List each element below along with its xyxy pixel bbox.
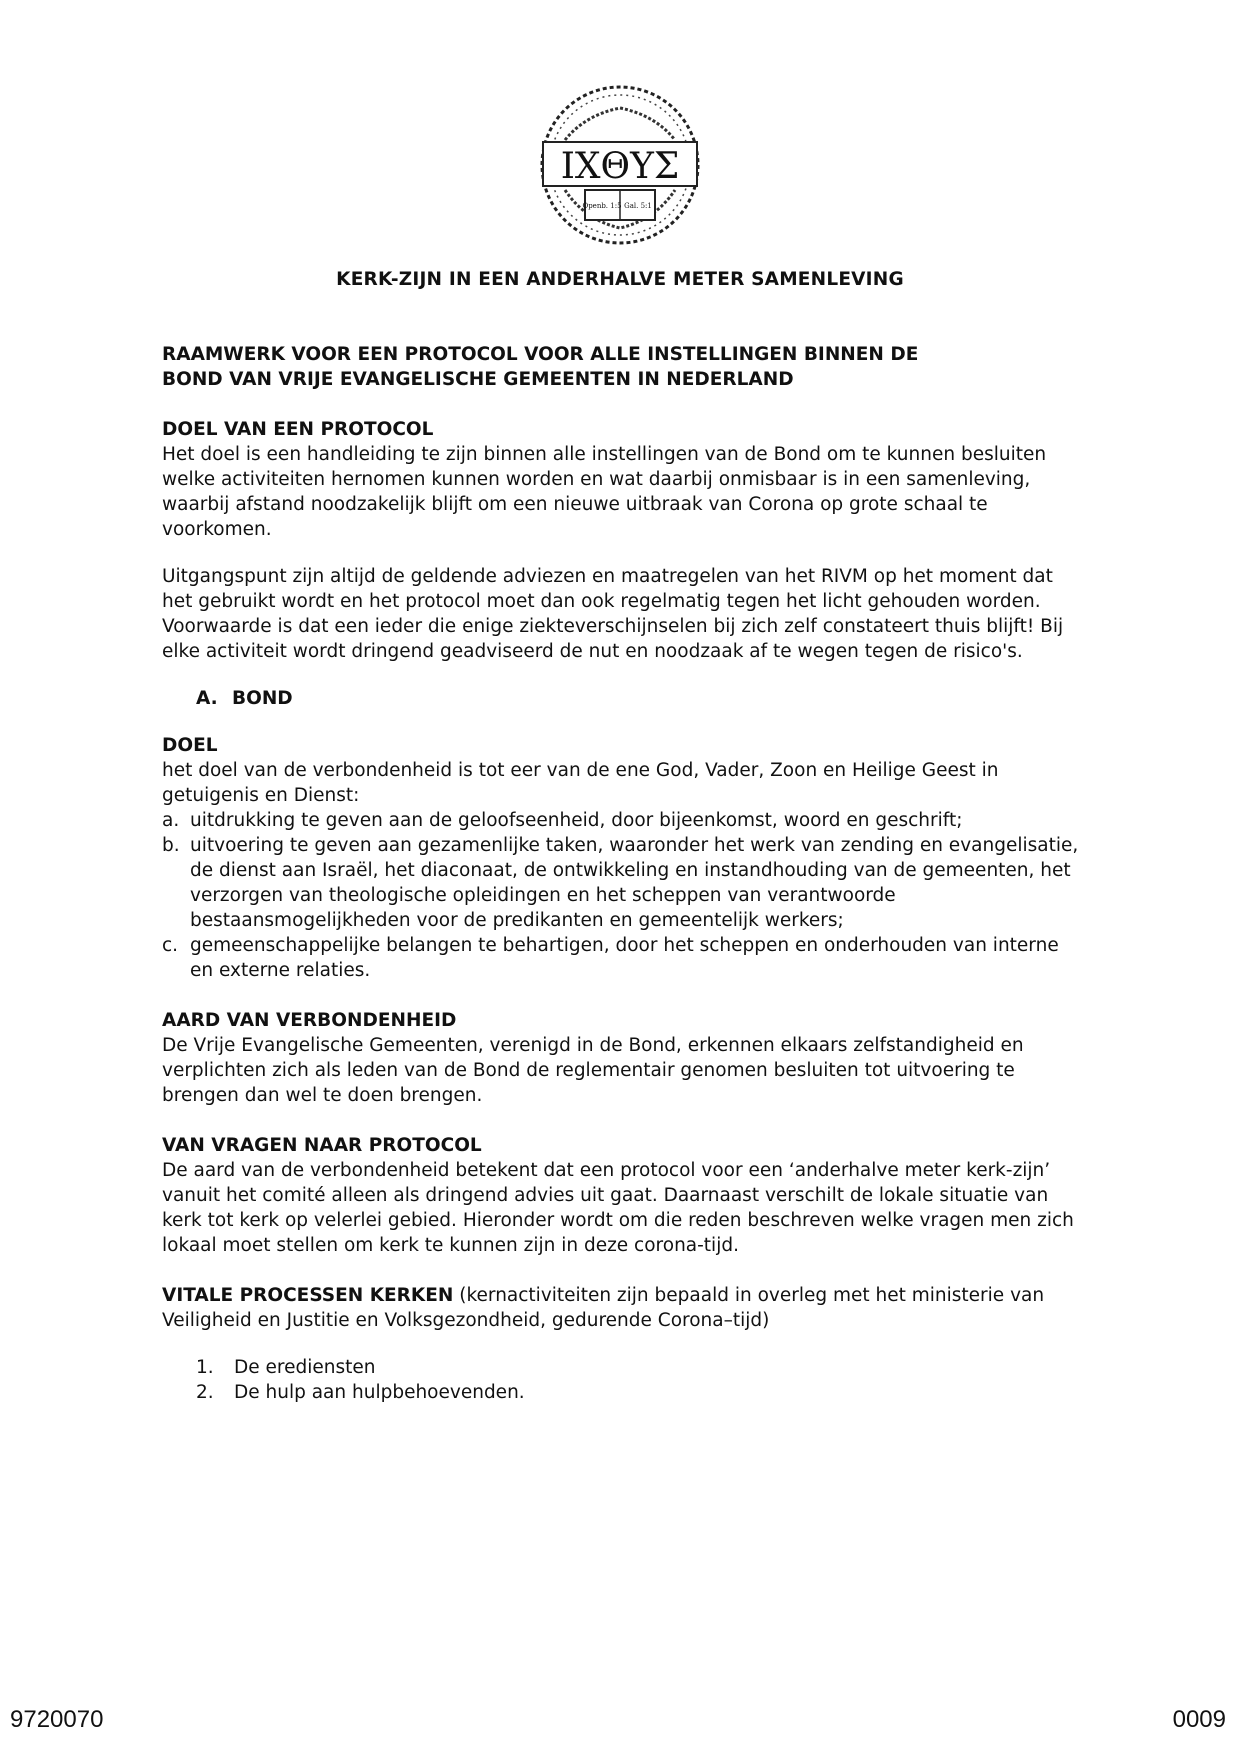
aard-text: De Vrije Evangelische Gemeenten, verenigd in de Bond, erkennen elkaars zelfstandigheid en verplichten zich als leden van de Bond de reglementair genomen besluiten tot uitvoering te brengen dan wel te doen brengen. bbox=[162, 1035, 1024, 1106]
doel-intro: het doel van de verbondenheid is tot eer van de ene God, Vader, Zoon en Heilige Geest in getuigenis en Dienst: bbox=[162, 760, 999, 806]
framework-heading-line1: RAAMWERK VOOR EEN PROTOCOL VOOR ALLE INSTELLINGEN BINNEN DE bbox=[162, 344, 919, 365]
section-a-label: BOND bbox=[232, 688, 293, 709]
doel-list bbox=[162, 808, 1082, 983]
list-item-text: uitvoering te geven aan gezamenlijke taken, waaronder het werk van zending en evangelisatie, de dienst aan Israël, het diaconaat, de ontwikkeling en instandhouding van de gemeenten, het verzorgen van theologische opleidingen en het scheppen van verantwoorde bestaansmogelijkheden voor de predikanten en gemeentelijk werkers; bbox=[190, 835, 1079, 931]
ichthys-logo bbox=[535, 80, 705, 250]
logo-text: ΙΧΘΥΣ bbox=[560, 146, 680, 187]
list-marker: b. bbox=[162, 835, 180, 856]
list-marker: a. bbox=[162, 810, 180, 831]
list-item bbox=[162, 933, 1082, 983]
list-item bbox=[162, 808, 1082, 833]
framework-heading-line2: BOND VAN VRIJE EVANGELISCHE GEMEENTEN IN NEDERLAND bbox=[162, 369, 794, 390]
vitale-list bbox=[162, 1355, 1082, 1405]
list-item-text: De hulp aan hulpbehoevenden. bbox=[234, 1382, 525, 1403]
aard-heading: AARD VAN VERBONDENHEID bbox=[162, 1010, 457, 1031]
list-item-text: uitdrukking te geven aan de geloofseenheid, door bijeenkomst, woord en geschrift; bbox=[190, 810, 963, 831]
list-item-text: gemeenschappelijke belangen te behartigen, door het scheppen en onderhouden van interne en externe relaties. bbox=[190, 935, 1059, 981]
vragen-text: De aard van de verbondenheid betekent dat een protocol voor een ‘anderhalve meter kerk-zijn’ vanuit het comité alleen als dringend advies uit gaat. Daarnaast verschilt de lokale situatie van kerk tot kerk op velerlei gebied. Hieronder wordt om die reden beschreven welke vragen men zich lokaal moet stellen om kerk te kunnen zijn in deze corona-tijd. bbox=[162, 1160, 1074, 1256]
doel-protocol-paragraph-2: Uitgangspunt zijn altijd de geldende adviezen en maatregelen van het RIVM op het moment dat het gebruikt wordt en het protocol moet dan ook regelmatig tegen het licht gehouden worden. Voorwaarde is dat een ieder die enige ziekteverschijnselen bij zich zelf constateert thuis blijft! Bij elke activiteit wordt dringend geadviseerd de nut en noodzaak af te wegen tegen de risico's. bbox=[162, 566, 1064, 662]
doel-protocol-paragraph-1: Het doel is een handleiding te zijn binnen alle instellingen van de Bond om te kunnen besluiten welke activiteiten hernomen kunnen worden en wat daarbij onmisbaar is in een samenleving, waarbij afstand noodzakelijk blijft om een nieuwe uitbraak van Corona op grote schaal te voorkomen. bbox=[162, 444, 1047, 540]
list-item bbox=[196, 1380, 1082, 1405]
vitale-heading: VITALE PROCESSEN KERKEN bbox=[162, 1285, 454, 1306]
footer-document-number: 9720070 bbox=[10, 1706, 104, 1733]
list-marker: 1. bbox=[196, 1357, 214, 1378]
vragen-heading: VAN VRAGEN NAAR PROTOCOL bbox=[162, 1135, 482, 1156]
section-a-heading bbox=[162, 686, 1082, 711]
vitale-paragraph bbox=[162, 1283, 1082, 1333]
document-body bbox=[162, 342, 1082, 1405]
vitale-note: (kernactiviteiten zijn bepaald in overleg met het ministerie van Veiligheid en Justitie en Volksgezondheid, gedurende Corona–tijd) bbox=[162, 1285, 1045, 1331]
footer-page-number: 0009 bbox=[1172, 1706, 1226, 1733]
list-marker: c. bbox=[162, 935, 179, 956]
document-title: KERK-ZIJN IN EEN ANDERHALVE METER SAMENLEVING bbox=[336, 269, 904, 290]
doel-heading: DOEL bbox=[162, 735, 218, 756]
logo-book-right: Gal. 5:1 bbox=[624, 202, 652, 210]
list-item-text: De erediensten bbox=[234, 1357, 376, 1378]
section-a-marker: A. bbox=[196, 688, 218, 709]
logo-book-left: Openb. 1:5 bbox=[582, 202, 622, 210]
list-marker: 2. bbox=[196, 1382, 214, 1403]
doel-protocol-heading: DOEL VAN EEN PROTOCOL bbox=[162, 419, 434, 440]
list-item bbox=[162, 833, 1082, 933]
list-item bbox=[196, 1355, 1082, 1380]
